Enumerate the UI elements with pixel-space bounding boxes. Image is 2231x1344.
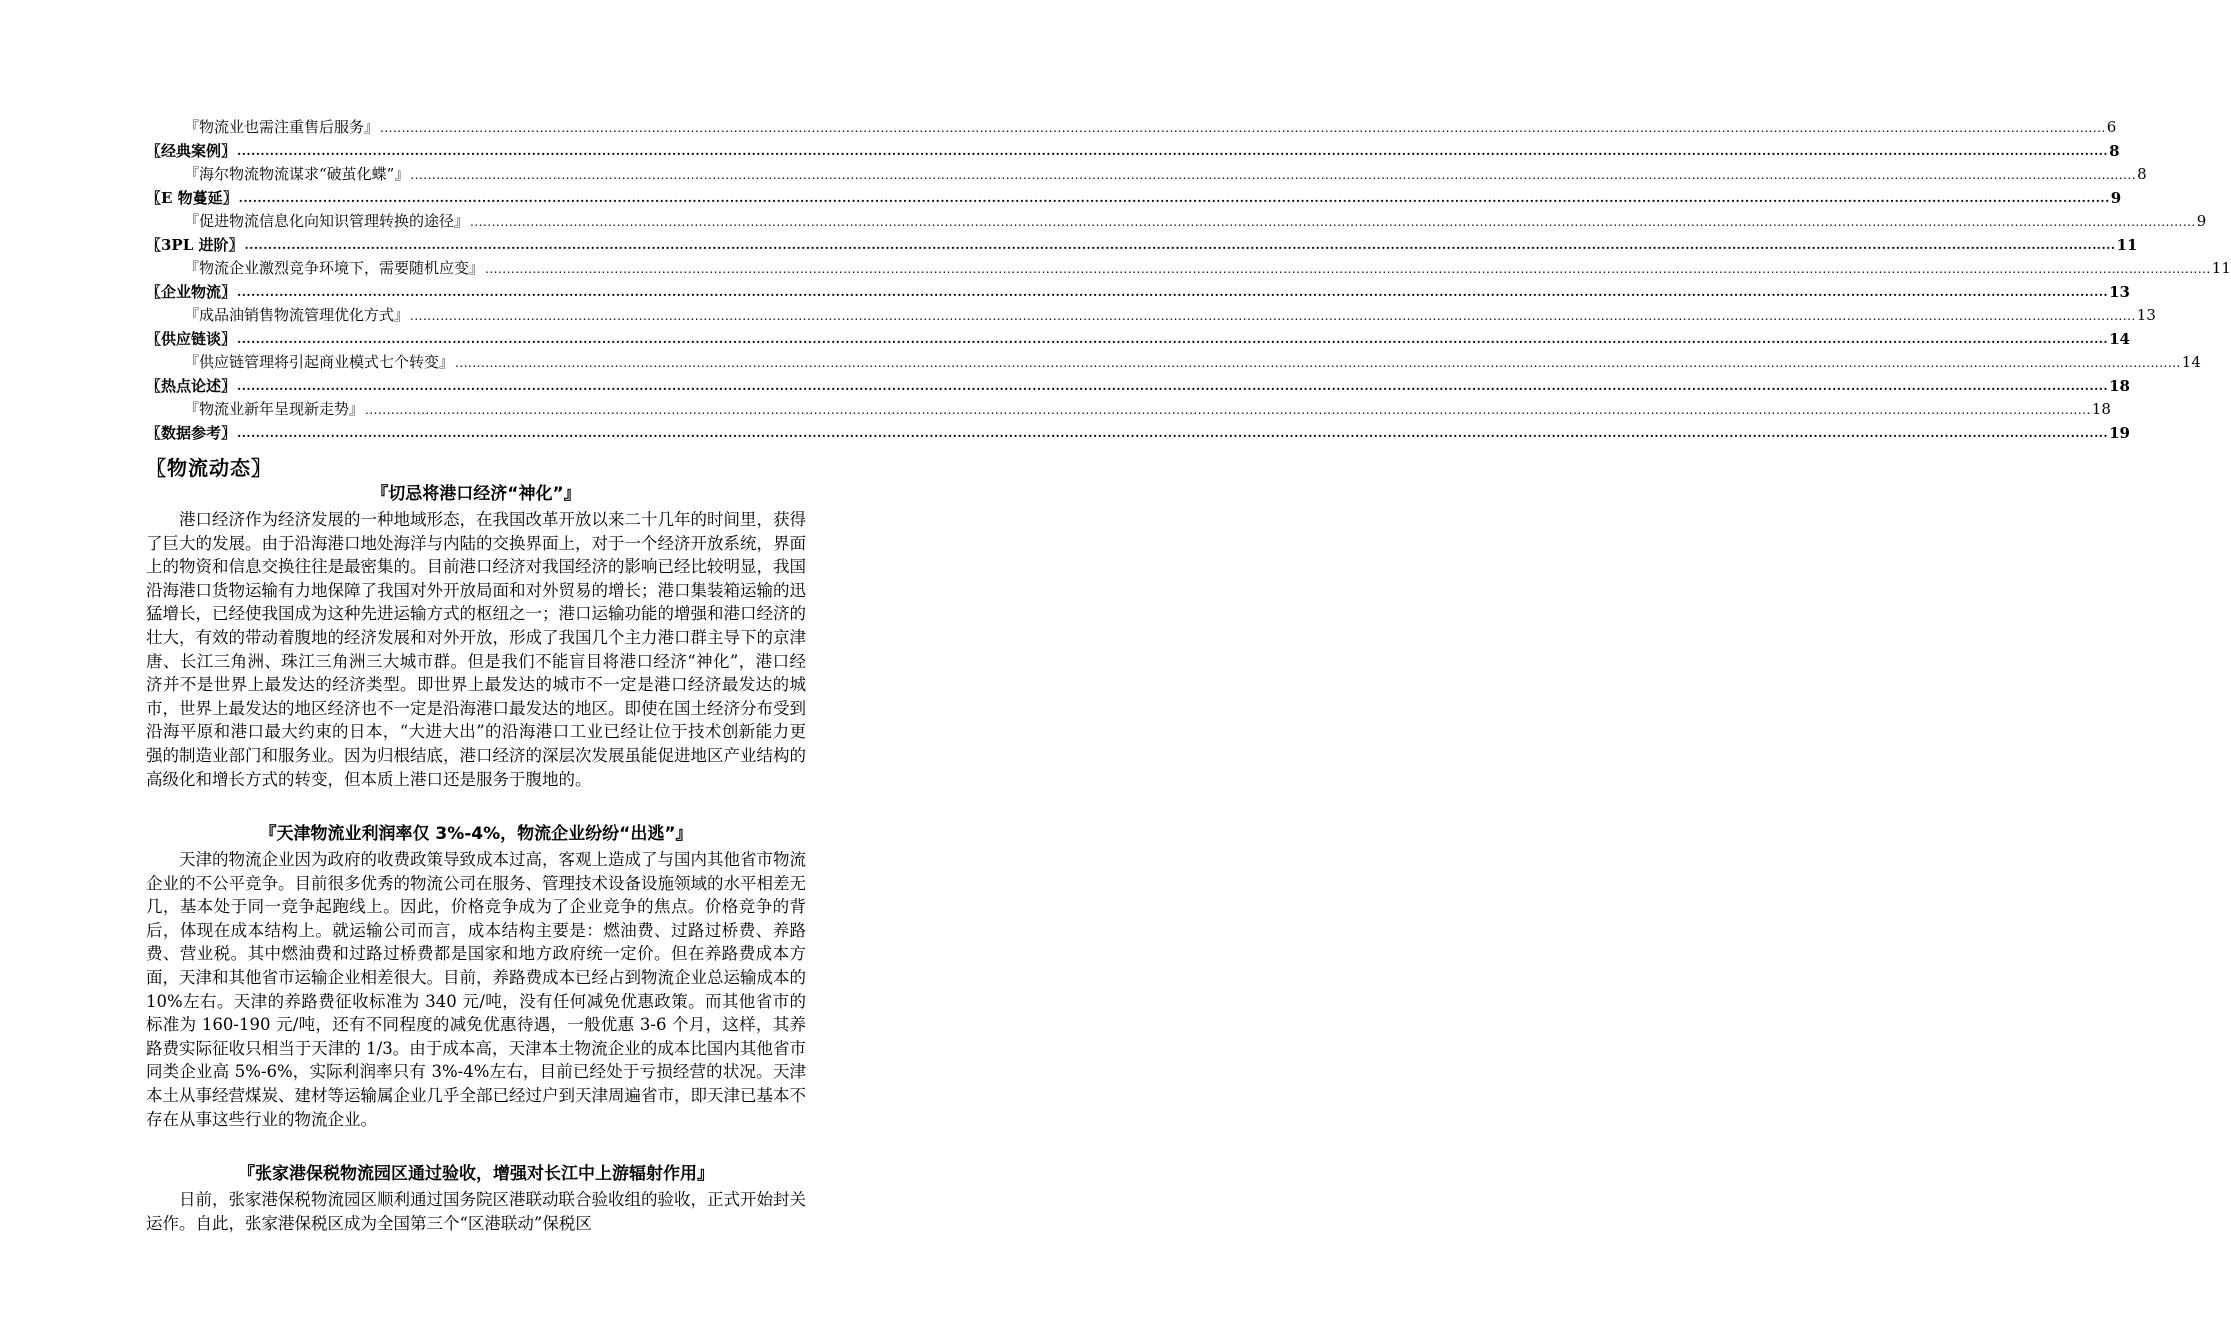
toc-label: 〖E 物蔓延〗	[146, 188, 238, 207]
toc-label: 〖数据参考〗	[146, 423, 237, 442]
toc-leader-dots: ................................................................................................................................................................................................................................................................................................................................................................................................................	[237, 426, 2109, 440]
toc-leader-dots: ................................................................................................................................................................................................................................................................................................................................................................................................................	[244, 238, 2116, 252]
toc-page-number: 8	[2109, 141, 2120, 160]
toc-entry-row[interactable]	[146, 351, 2201, 375]
toc-label: 〖3PL 进阶〗	[146, 235, 244, 254]
toc-entry-row[interactable]	[146, 163, 2147, 187]
article-title: 『天津物流业利润率仅 3%-4%，物流企业纷纷“出逃”』	[259, 824, 693, 844]
toc-page-number: 19	[2109, 423, 2130, 442]
article-body: 天津的物流企业因为政府的收费政策导致成本过高，客观上造成了与国内其他省市物流企业的不公平竞争。目前很多优秀的物流公司在服务、管理技术设备设施领域的水平相差无几，基本处于同一竞争起跑线上。因此，价格竞争成为了企业竞争的焦点。价格竞争的背后，体现在成本结构上。就运输公司而言，成本结构主要是：燃油费、过路过桥费、养路费、营业税。其中燃油费和过路过桥费都是国家和地方政府统一定价。但在养路费成本方面，天津和其他省市运输企业相差很大。目前，养路费成本已经占到物流企业总运输成本的10%左右。天津的养路费征收标准为 340 元/吨，没有任何减免优惠政策。而其他省市的标准为 160-190 元/吨，还有不同程度的减免优惠待遇，一般优惠 3-6 个月，这样，其养路费实际征收只相当于天津的 1/3。由于成本高，天津本土物流企业的成本比国内其他省市同类企业高 5%-6%，实际利润率只有 3%-4%左右，目前已经处于亏损经营的状况。天津本土从事经营煤炭、建材等运输属企业几乎全部已经过户到天津周遍省市，即天津已基本不存在从事这些行业的物流企业。	[146, 850, 806, 1129]
toc-label: 『供应链管理将引起商业模式七个转变』	[184, 353, 455, 371]
toc-leader-dots: ................................................................................................................................................................................................................................................................................................................................................................................................................	[237, 285, 2109, 299]
toc-page-number: 14	[2109, 329, 2130, 348]
toc-leader-dots: ................................................................................................................................................................................................................................................................................................................................................................................................................	[410, 308, 2136, 323]
toc-page-number: 8	[2137, 165, 2147, 183]
article-body: 港口经济作为经济发展的一种地域形态，在我国改革开放以来二十几年的时间里，获得了巨大的发展。由于沿海港口地处海洋与内陆的交换界面上，对于一个经济开放系统，界面上的物资和信息交换往往是最密集的。目前港口经济对我国经济的影响已经比较明显，我国沿海港口货物运输有力地保障了我国对外开放局面和对外贸易的增长；港口集装箱运输的迅猛增长，已经使我国成为这种先进运输方式的枢纽之一；港口运输功能的增强和港口经济的壮大，有效的带动着腹地的经济发展和对外开放，形成了我国几个主力港口群主导下的京津唐、长江三角洲、珠江三角洲三大城市群。但是我们不能盲目将港口经济“神化”，港口经济并不是世界上最发达的经济类型。即世界上最发达的城市不一定是港口经济最发达的城市，世界上最发达的地区经济也不一定是沿海港口最发达的地区。即使在国土经济分布受到沿海平原和港口最大约束的日本，“大进大出”的沿海港口工业已经让位于技术创新能力更强的制造业部门和服务业。因为归根结底，港口经济的深层次发展虽能促进地区产业结构的高级化和增长方式的转变，但本质上港口还是服务于腹地的。	[146, 510, 806, 789]
section-heading: 〖物流动态〗	[146, 456, 272, 480]
toc-section-row[interactable]	[146, 281, 2130, 305]
toc-entry-row[interactable]	[146, 398, 2111, 422]
article-port-economy	[146, 482, 806, 791]
toc-entry-row[interactable]	[146, 116, 2117, 140]
toc-section-row[interactable]	[146, 422, 2130, 446]
toc-leader-dots: ................................................................................................................................................................................................................................................................................................................................................................................................................	[237, 332, 2109, 346]
toc-label: 『物流业也需注重售后服务』	[184, 118, 380, 136]
toc-leader-dots: ................................................................................................................................................................................................................................................................................................................................................................................................................	[470, 214, 2196, 229]
toc-page-number: 11	[2116, 235, 2138, 254]
toc-label: 〖热点论述〗	[146, 376, 237, 395]
toc-label: 〖企业物流〗	[146, 282, 237, 301]
toc-leader-dots: ................................................................................................................................................................................................................................................................................................................................................................................................................	[237, 379, 2109, 393]
toc-section-row[interactable]	[146, 234, 2138, 258]
toc-leader-dots: ................................................................................................................................................................................................................................................................................................................................................................................................................	[238, 191, 2110, 205]
toc-page-number: 13	[2109, 282, 2130, 301]
toc-label: 〖经典案例〗	[146, 141, 237, 160]
toc-leader-dots: ................................................................................................................................................................................................................................................................................................................................................................................................................	[380, 120, 2106, 135]
toc-leader-dots: ................................................................................................................................................................................................................................................................................................................................................................................................................	[455, 355, 2181, 370]
toc-leader-dots: ................................................................................................................................................................................................................................................................................................................................................................................................................	[410, 167, 2137, 182]
toc-page-number: 13	[2136, 306, 2156, 324]
toc-section-row[interactable]	[146, 328, 2130, 352]
toc-label: 『物流业新年呈现新走势』	[184, 400, 365, 418]
article-zhangjiagang-park	[146, 1162, 806, 1235]
toc-label: 『物流企业激烈竞争环境下，需要随机应变』	[184, 259, 485, 277]
toc-section-row[interactable]	[146, 187, 2122, 211]
toc-label: 『促进物流信息化向知识管理转换的途径』	[184, 212, 470, 230]
toc-page-number: 9	[2110, 188, 2122, 207]
article-title: 『切忌将港口经济“神化”』	[371, 484, 581, 504]
toc-leader-dots: ................................................................................................................................................................................................................................................................................................................................................................................................................	[365, 402, 2091, 417]
toc-page-number: 11	[2211, 259, 2231, 277]
toc-label: 『海尔物流物流谋求“破茧化蝶”』	[184, 165, 410, 183]
toc-page-number: 18	[2091, 400, 2111, 418]
article-tianjin-logistics	[146, 822, 806, 1131]
toc-entry-row[interactable]	[146, 210, 2207, 234]
table-of-contents	[146, 116, 2231, 445]
toc-entry-row[interactable]	[146, 257, 2231, 281]
toc-leader-dots: ................................................................................................................................................................................................................................................................................................................................................................................................................	[237, 144, 2109, 158]
toc-page-number: 14	[2181, 353, 2201, 371]
toc-section-row[interactable]	[146, 375, 2130, 399]
toc-leader-dots: ................................................................................................................................................................................................................................................................................................................................................................................................................	[485, 261, 2211, 276]
toc-label: 『成品油销售物流管理优化方式』	[184, 306, 410, 324]
article-body: 日前，张家港保税物流园区顺利通过国务院区港联动联合验收组的验收，正式开始封关运作。自此，张家港保税区成为全国第三个“区港联动”保税区	[146, 1190, 806, 1233]
article-title: 『张家港保税物流园区通过验收，增强对长江中上游辐射作用』	[238, 1164, 714, 1184]
toc-entry-row[interactable]	[146, 304, 2156, 328]
toc-label: 〖供应链谈〗	[146, 329, 237, 348]
toc-page-number: 9	[2196, 212, 2207, 230]
toc-page-number: 6	[2106, 118, 2117, 136]
toc-page-number: 18	[2109, 376, 2130, 395]
toc-section-row[interactable]	[146, 140, 2120, 164]
